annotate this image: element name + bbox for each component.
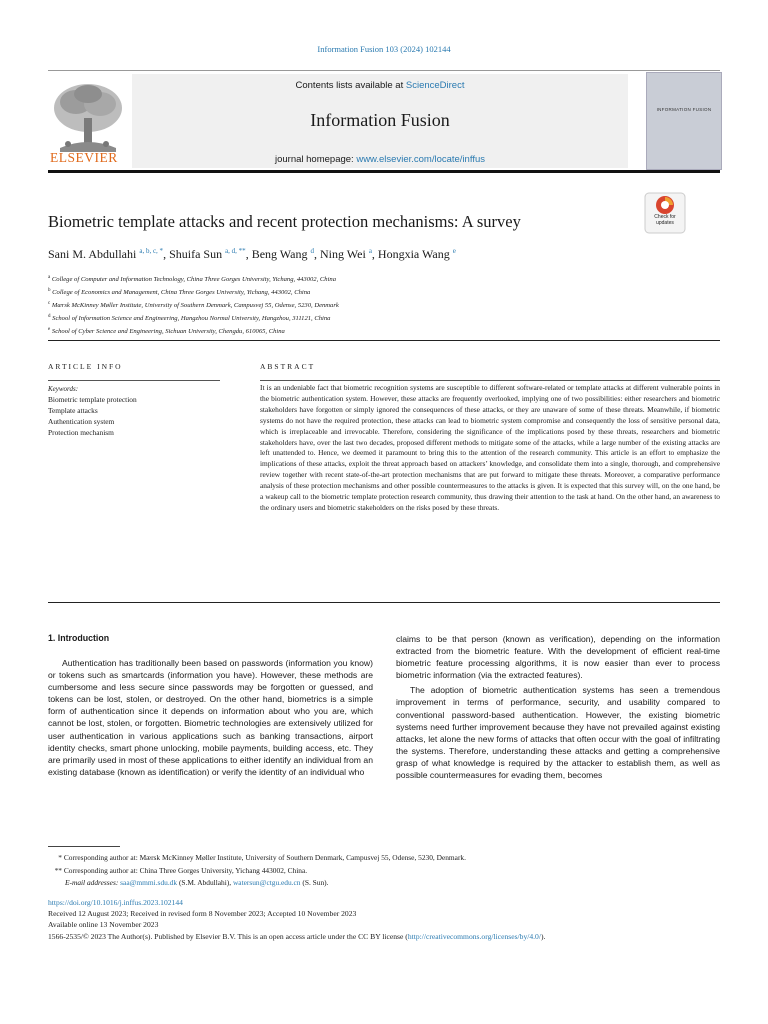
contents-prefix: Contents lists available at — [295, 80, 406, 91]
abstract-rule — [260, 380, 720, 381]
footnote-corresponding-2: ** Corresponding author at: China Three Gorges University, Yichang 443002, China. — [54, 865, 308, 875]
footnote-emails: E-mail addresses: saa@mmmi.sdu.dk (S.M. Abdullahi), watersun@ctgu.edu.cn (S. Sun). — [65, 878, 329, 887]
journal-homepage-link[interactable]: www.elsevier.com/locate/inffus — [356, 154, 485, 165]
keyword-item[interactable]: Biometric template protection — [48, 395, 137, 404]
footnotes — [48, 852, 466, 890]
paper-title: Biometric template attacks and recent protection mechanisms: A survey — [48, 212, 521, 231]
received-dates: Received 12 August 2023; Received in revised form 8 November 2023; Accepted 10 November 2023 — [48, 909, 357, 919]
affiliation-list — [48, 273, 339, 338]
affiliation-item: $^e$ School of Cyber Science and Engineering, Sichuan University, Chengdu, 610065, China — [48, 326, 285, 336]
footnote-corresponding-1: * Corresponding author at: Mærsk McKinney Møller Institute, University of Southern Denmark, Campusvej 55, Odense, 5230, Denmark. — [58, 853, 466, 862]
journal-masthead — [48, 70, 720, 172]
abstract-text: It is an undeniable fact that biometric recognition systems are susceptible to different software-related or template attacks at different vulnerable points in the biometric authentication system. However, these attacks are frequently overlooked, implying one of two possibilities: either researchers and biometric stakeholders have forgotten or simply ignored the consequences of these attacks, or they are unaware of some of these threats. Meanwhile, if biometric systems do not have the required protection, these attacks can lead to biometric system compromise and consequently the loss of sensitive personal data, which is irreplaceable and irrevocable. Therefore, considering the significance of the implications posed by these threats, researchers and biometric stakeholders have, over the last two decades, proposed different methods to mitigate some of the attacks, while a large number of the existing attacks are left unattended to. Hence, we deemed it paramount to bring this to the attention of the research community. This article is an effort to emphasize the implications of these attacks, exploit the threat approach based on attackers’ knowledge, and consolidate them into a single, thorough, and comprehensive review together with recent state-of-the-art protection mechanisms that are put forward to mitigate these threats. Moreover, a comparative performance analysis of these protection mechanisms and other possible countermeasures to the attacks is given. It is expected that this survey will, on the one hand, be a wakeup call to the biometric template protection research community, thus drawing their attention to the task at hand. On the other hand, an awareness to the ordinary users and biometric stakeholders on the risks posed by these threats. — [260, 383, 720, 512]
author-list — [48, 247, 456, 262]
article-info-rule — [48, 380, 220, 381]
running-head: Information Fusion 103 (2024) 102144 — [317, 44, 451, 54]
footnote-rule — [48, 846, 120, 847]
email-link[interactable]: saa@mmmi.sdu.dk — [120, 878, 178, 887]
email-link[interactable]: watersun@ctgu.edu.cn — [232, 878, 301, 887]
author[interactable]: Hongxia Wang $^e$ — [377, 247, 456, 261]
author[interactable]: Ning Wei $^a$, — [320, 247, 378, 261]
author[interactable]: Beng Wang $^d$, — [251, 247, 320, 261]
affiliation-item: $^b$ College of Economics and Management, China Three Gorges University, Yichang, 443002, China — [48, 287, 311, 297]
check-for-updates-label — [646, 214, 684, 226]
journal-title: Information Fusion — [310, 110, 450, 130]
author[interactable]: Sani M. Abdullahi $^{a, b, c, *}$, — [48, 247, 170, 261]
masthead-bottom-rule — [48, 170, 720, 173]
sciencedirect-link[interactable]: ScienceDirect — [405, 80, 465, 91]
author-marks[interactable]: a, b, c, * — [139, 247, 164, 255]
section-heading-introduction: 1. Introduction — [48, 633, 110, 643]
homepage-prefix: journal homepage: — [274, 154, 357, 165]
body-paragraph: The adoption of biometric authentication systems has seen a tremendous improvement in terms of performance, security, and usability compared to conventional password-based authentication. However, the existing biometric systems need further improvement because they have not prevailed against existing attacks, let alone the new forms of attacks that often occur with the goal of infiltrating the systems. Therefore, understanding these attacks and getting a comprehensive grasp of what knowledge is required by the attacker to establish them, as well as possible countermeasures for evading them, becomes — [396, 685, 720, 781]
keywords-label: Keywords: — [48, 385, 79, 393]
publisher-name: ELSEVIER — [50, 150, 118, 165]
check-label-line2: updates — [656, 220, 674, 226]
keywords-list — [48, 395, 137, 439]
masthead-top-rule — [48, 70, 720, 71]
keyword-item[interactable]: Protection mechanism — [48, 427, 114, 437]
homepage-line — [132, 154, 628, 165]
author-marks[interactable]: a, d, ** — [225, 247, 246, 255]
license-link[interactable]: http://creativecommons.org/licenses/by/4.0/ — [407, 931, 541, 941]
affiliation-item: $^c$ Mærsk McKinney Møller Institute, University of Southern Denmark, Campusvej 55, Odense, 5230, Denmark — [48, 300, 339, 310]
body-paragraph: claims to be that person (known as verification), depending on the information extracted from the biometric feature. With the development of efficient real-time biometric feature processing algorithms, it is now easier than ever to process biometric information (via the extracted features). — [396, 634, 720, 681]
keyword-item[interactable]: Authentication system — [48, 416, 115, 426]
check-label-line1: Check for — [654, 214, 676, 220]
body-column-left — [48, 657, 373, 778]
license-line: 1566-2535/© 2023 The Author(s). Published by Elsevier B.V. This is an open access article under the CC BY license (http://creativecommons.org/licenses/by/4.0/). — [48, 931, 546, 941]
keyword-item[interactable]: Template attacks — [48, 405, 98, 415]
abstract-heading: ABSTRACT — [260, 362, 316, 371]
contents-line — [132, 80, 628, 91]
publication-info — [48, 897, 545, 942]
cover-title: INFORMATION FUSION — [656, 107, 712, 112]
author-marks[interactable]: d — [310, 247, 314, 255]
doi-link[interactable]: https://doi.org/10.1016/j.inffus.2023.102144 — [48, 898, 183, 907]
affiliation-item: $^d$ School of Information Science and Engineering, Hangzhou Normal University, Hangzhou, 311121, China — [48, 313, 331, 323]
journal-cover-thumbnail — [646, 72, 722, 170]
author[interactable]: Shuifa Sun $^{a, d, **}$, — [169, 247, 252, 261]
author-marks[interactable]: a — [368, 247, 372, 255]
body-paragraph: Authentication has traditionally been based on passwords (information you know) or tokens such as smartcards (information you have). However, these methods are cumbersome and less secure since passwords may be forgotten or guessed, and tokens can be lost, stolen, or destroyed. On the other hand, biometrics is a simple form of authentication since it depends on information about who you are, which cannot be lost, stolen, or forgotten. Biometric technologies are extensively utilized for user authentication in various applications such as banking transactions, airport identity checks, smart phone unlocking, mobile payments, building access, etc. They are primarily used in most of these applications to either identify an individual from an existing database (known as identification) or verify the identity of an individual who — [48, 658, 373, 777]
section-divider — [48, 340, 720, 341]
body-column-right — [396, 633, 720, 781]
abstract-bottom-rule — [48, 602, 720, 603]
affiliation-item: $^a$ College of Computer and Information Technology, China Three Gorges University, Yichang, 443002, China — [48, 275, 337, 284]
available-online-date: Available online 13 November 2023 — [48, 920, 159, 930]
author-marks[interactable]: e — [452, 247, 456, 255]
journal-info-box — [132, 74, 628, 168]
check-for-updates-icon[interactable] — [644, 192, 686, 234]
article-info-heading: ARTICLE INFO — [48, 362, 123, 371]
